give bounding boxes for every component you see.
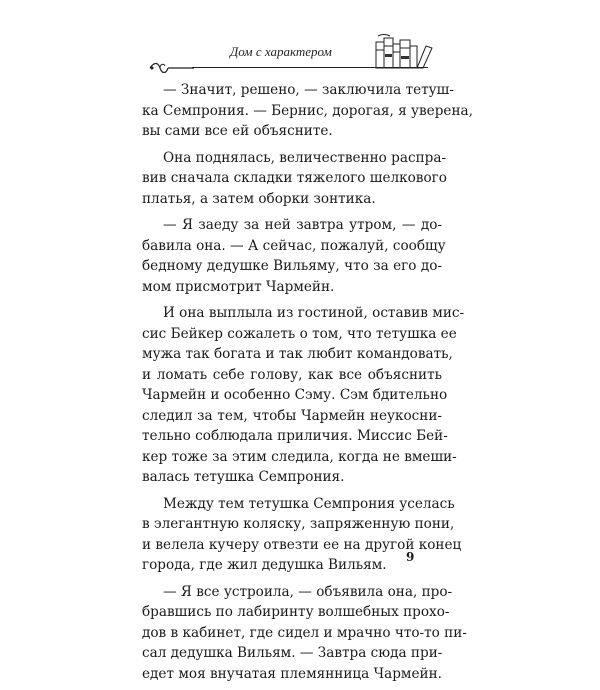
paragraph: [142, 148, 447, 210]
paragraph: [142, 582, 467, 685]
text-line: кер тоже за этим следила, когда не вмеши-: [142, 448, 457, 465]
text-line: и ломать себе голову, как все объяснить: [142, 366, 442, 383]
paragraph: [142, 80, 473, 142]
paragraph: [142, 215, 446, 297]
text-line: Она поднялась, величественно распра-: [163, 149, 447, 166]
running-header: [148, 34, 438, 78]
text-line: тельно соблюдала приличия. Миссис Бей-: [142, 428, 448, 444]
text-line: мужа так богата и так любит командовать,: [142, 346, 453, 362]
text-line: бедному дедушке Вильяму, что за его до-: [142, 258, 442, 274]
text-line: Между тем тетушка Семпрония уселась: [163, 495, 455, 512]
text-line: вив сначала складки тяжелого шелкового: [142, 170, 447, 186]
text-line: сис Бейкер сожалеть о том, что тетушка ее: [142, 325, 457, 342]
text-line: мом присмотрит Чармейн.: [142, 278, 335, 295]
text-line: и велела кучеру отвезти ее на другой конец: [142, 536, 462, 553]
text-line: бавила она. — А сейчас, пожалуй, сообщу: [142, 237, 446, 254]
flourish-ornament-icon: [148, 60, 196, 76]
text-line: — Я все устроила, — объявила она, про-: [163, 583, 453, 600]
text-line: дов в кабинет, где сидел и мрачно что-то пи-: [142, 624, 467, 641]
text-line: — Я заеду за ней завтра утром, — до-: [163, 217, 442, 233]
body-text: [142, 80, 473, 690]
text-line: бравшись по лабиринту волшебных прохо-: [142, 604, 450, 620]
text-line: платья, а затем оборки зонтика.: [142, 190, 376, 207]
text-line: следил за тем, чтобы Чармейн неукосни-: [142, 407, 442, 424]
text-line: — Значит, решено, — заключила тетуш-: [163, 82, 454, 98]
books-illustration-icon: [374, 34, 438, 70]
running-title: Дом с характером: [230, 44, 332, 59]
paragraph: [142, 303, 465, 488]
text-line: Чармейн и особенно Сэму. Сэм бдительно: [142, 387, 448, 403]
text-line: И она выплыла из гостиной, оставив мис-: [163, 305, 465, 321]
text-line: едет моя внучатая племянница Чармейн.: [142, 665, 442, 682]
text-line: валась тетушка Семпрония.: [142, 469, 345, 485]
text-line: города, где жил дедушка Вильям.: [142, 557, 387, 573]
text-line: в элегантную коляску, запряженную пони,: [142, 516, 455, 532]
paragraph: [142, 494, 462, 576]
page-number: 9: [406, 550, 415, 564]
text-line: вы сами все ей объясните.: [142, 123, 333, 139]
text-line: ка Семпрония. — Бернис, дорогая, я уверена,: [142, 102, 473, 119]
text-line: сал дедушка Вильям. — Завтра сюда при-: [142, 645, 443, 661]
